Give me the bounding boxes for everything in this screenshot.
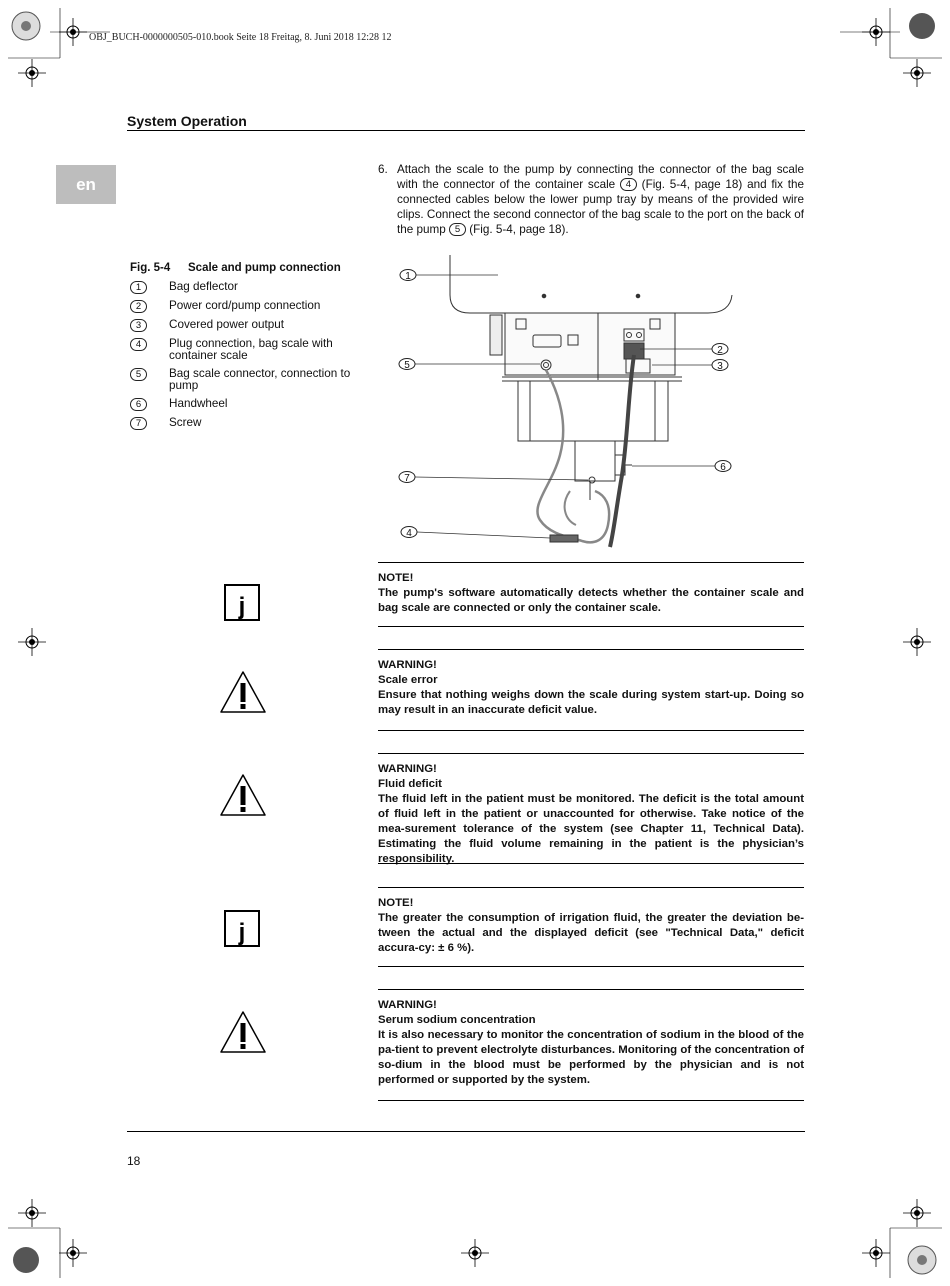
callout-5: 5 [404,360,410,371]
step-6 [378,162,804,237]
step-text: Attach the scale to the pump by connecting the connector of the bag scale with the connector of the container scale 4 (Fig. 5-4, page 18) and fix the connected cables below the lower pump tray by means of the provided wire clips. Connect the second connector of the bag scale to the port on the back of the pump 5 (Fig. 5-4, page 18). [397,163,804,236]
legend-item: 4 Plug connection, bag scale with container scale [130,338,370,362]
language-tab: en [56,165,116,204]
notice-rule-bottom [378,1100,804,1101]
notice-rule-top [378,887,804,888]
page-number: 18 [127,1154,141,1168]
legend-item: 3 Covered power output [130,319,370,332]
notice-body: The fluid left in the patient must be monitored. The deficit is the total amount of fluid left in the patient or unaccounted for otherwise. Take notice of the mea-surement tolerance of the system (see Chapter 11, Technical Data). Estimating the fluid volume remaining in the patient is the physician’s responsibility. [378,793,804,865]
header-rule [127,130,805,131]
notice-rule-bottom [378,626,804,627]
notice-heading: NOTE! [378,897,414,909]
notice-heading: NOTE! [378,572,414,584]
legend-item: 5 Bag scale connector, connection to pump [130,368,370,392]
notice-warning-serum-sodium [378,998,804,1088]
notice-rule-top [378,753,804,754]
notice-note-1 [378,571,804,616]
notice-body: Ensure that nothing weighs down the scale during system start-up. Doing so may result in an inaccurate deficit value. [378,689,804,716]
info-icon [224,910,260,948]
notice-rule-bottom [378,730,804,731]
notice-rule-top [378,562,804,563]
notice-heading: WARNING! [378,763,437,775]
callout-ref-5: 5 [449,223,466,236]
scale-pump-illustration [390,255,740,550]
footer-rule [127,1131,805,1132]
figure-caption [130,262,341,274]
legend-item: 1 Bag deflector [130,281,370,294]
notice-body: The pump's software automatically detects whether the container scale and bag scale are connected or only the container scale. [378,587,804,614]
print-header: OBJ_BUCH-0000000505-010.book Seite 18 Freitag, 8. Juni 2018 12:28 12 [89,32,392,43]
notice-warning-scale-error [378,658,804,718]
info-icon [224,584,260,622]
legend-item: 2 Power cord/pump connection [130,300,370,313]
svg-text:j: j [238,919,246,946]
callout-1: 1 [405,271,411,282]
notice-rule-top [378,989,804,990]
notice-rule-top [378,649,804,650]
notice-warning-fluid-deficit [378,762,804,867]
figure-title: Scale and pump connection [188,262,341,274]
svg-text:j: j [238,593,246,620]
notice-heading: WARNING! [378,659,437,671]
legend-item: 7 Screw [130,417,370,430]
page-title: System Operation [127,113,247,129]
notice-heading: WARNING! [378,999,437,1011]
step-number: 6. [378,163,388,176]
notice-rule-bottom [378,966,804,967]
callout-3: 3 [717,361,723,372]
figure-label: Fig. 5-4 [130,262,171,274]
notice-body: The greater the consumption of irrigation fluid, the greater the deviation be-tween the actual and the displayed deficit (see "Technical Data," deficit accura-cy: ± 6 %). [378,912,804,954]
notice-note-2 [378,896,804,956]
callout-ref-4: 4 [620,178,637,191]
callout-2: 2 [717,345,723,356]
notice-subheading: Scale error [378,674,438,686]
callout-7: 7 [404,473,410,484]
notice-subheading: Serum sodium concentration [378,1014,536,1026]
warning-icon [219,670,267,714]
figure-legend [130,281,370,436]
notice-subheading: Fluid deficit [378,778,442,790]
callout-4: 4 [406,528,412,539]
callout-6: 6 [720,462,726,473]
warning-icon [219,1010,267,1054]
legend-item: 6 Handwheel [130,398,370,411]
notice-body: It is also necessary to monitor the concentration of sodium in the blood of the pa-tient to prevent electrolyte disturbances. Monitoring of the concentration of so-dium in the blood must be performed by the physician and is not performed or supported by the system. [378,1029,804,1086]
warning-icon [219,773,267,817]
notice-rule-bottom [378,863,804,864]
